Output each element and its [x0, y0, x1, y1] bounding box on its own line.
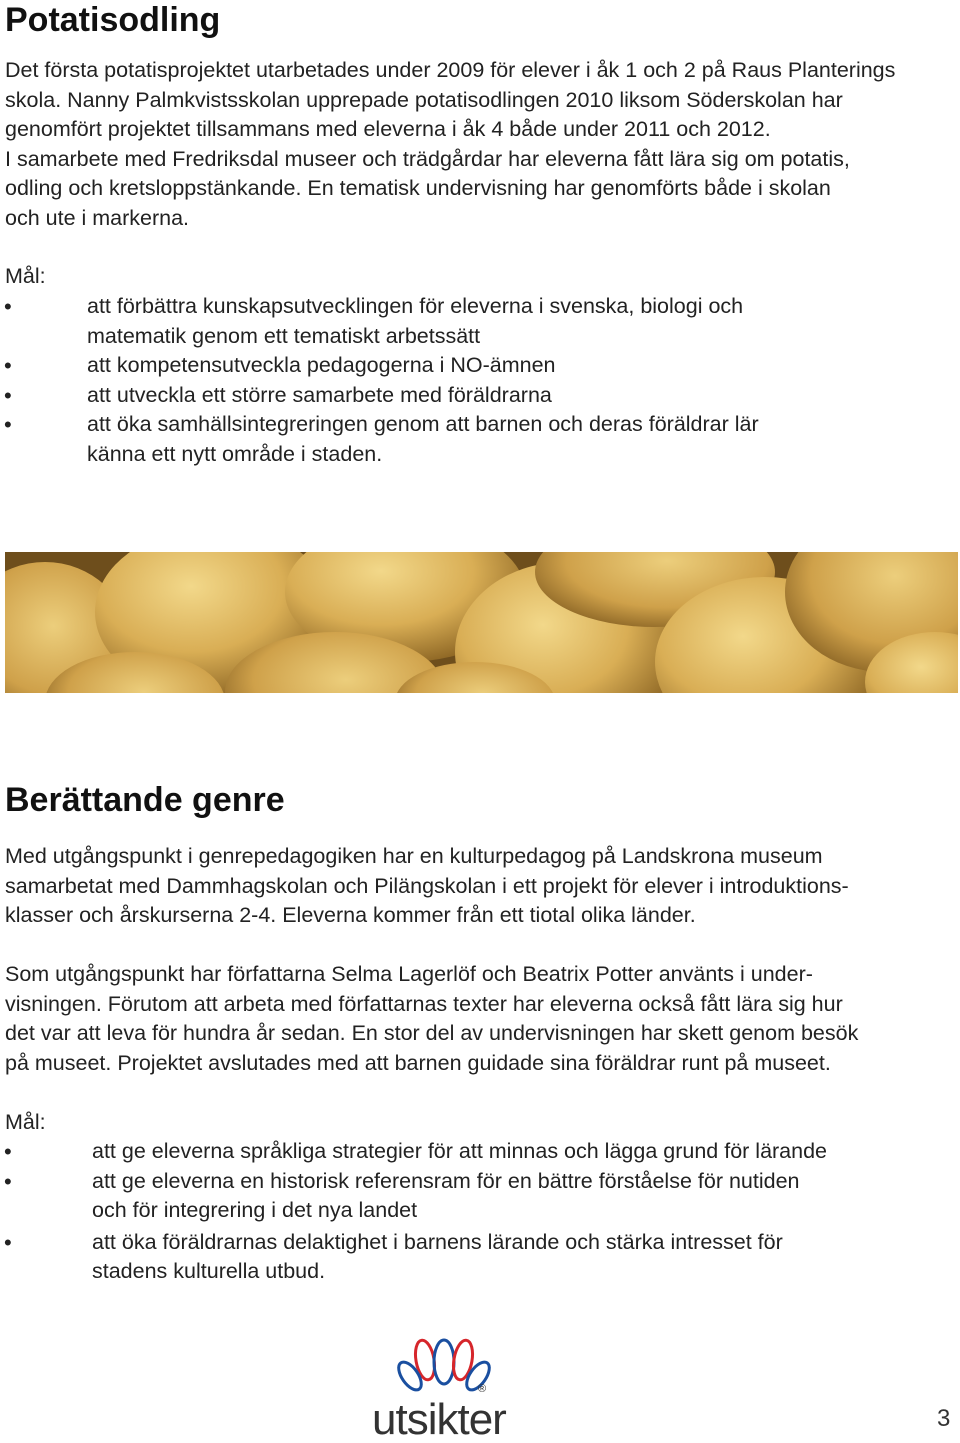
- bullet-icon: •: [4, 353, 12, 379]
- goal-item: [0, 381, 960, 411]
- bullet-icon: •: [4, 1229, 12, 1255]
- goals-label: Mål:: [5, 264, 46, 288]
- goal-item: [0, 292, 960, 351]
- bullet-icon: •: [4, 294, 12, 319]
- goal-text: att utveckla ett större samarbete med föräldrarna: [87, 382, 552, 407]
- potato-photo-illustration: [5, 552, 958, 693]
- registered-mark: ®: [478, 1383, 487, 1395]
- bullet-icon: •: [4, 412, 12, 438]
- goal-item: [0, 351, 960, 381]
- logo-text: utsikter: [372, 1395, 506, 1438]
- logo-mark-icon: [370, 1338, 590, 1438]
- section-title-potatisodling: Potatisodling: [5, 1, 221, 39]
- utsikter-logo: [370, 1338, 590, 1438]
- genre-paragraph-2: Som utgångspunkt har författarna Selma Lagerlöf och Beatrix Potter använts i under- visningen. Förutom att arbeta med författarnas texter har eleverna också fått lära sig hur det var att leva för hundra år sedan. En stor del av undervisningen har skett genom besök på museet. Projektet avslutades med att barnen guidade sina föräldrar runt på museet.: [5, 962, 859, 1075]
- goal-text: att kompetensutveckla pedagogerna i NO-ämnen: [87, 353, 556, 378]
- goal-text: att ge eleverna språkliga strategier för att minnas och lägga grund för lärande: [92, 1139, 828, 1163]
- genre-paragraph-1: Med utgångspunkt i genrepedagogiken har en kulturpedagog på Landskrona museum samarbetat med Dammhagskolan och Pilängskolan i ett projekt för elever i introduktions- klasser och årskurserna 2-4. Eleverna kommer från ett tiotal olika länder.: [5, 844, 849, 928]
- goal-item: [0, 410, 960, 469]
- goals-list: [0, 292, 960, 470]
- bullet-icon: •: [4, 1139, 12, 1164]
- goal-text: att öka föräldrarnas delaktighet i barnens lärande och stärka intresset för stadens kulturella utbud.: [92, 1229, 783, 1284]
- potato-photo: [5, 552, 958, 693]
- bullet-icon: •: [4, 382, 12, 408]
- goal-item: [0, 1228, 960, 1287]
- goals-list: [0, 1137, 960, 1287]
- goal-text: att öka samhällsintegreringen genom att barnen och deras föräldrar lär känna ett nytt område i staden.: [87, 412, 759, 466]
- goal-item: [0, 1167, 960, 1226]
- goal-text: att ge eleverna en historisk referensram för en bättre förståelse för nutiden och för integrering i det nya landet: [92, 1168, 800, 1223]
- page-number: 3: [937, 1405, 951, 1432]
- section-title-berattande-genre: Berättande genre: [5, 781, 285, 819]
- goals-label: Mål:: [5, 1110, 46, 1134]
- goal-text: att förbättra kunskapsutvecklingen för eleverna i svenska, biologi och matematik genom ett tematiskt arbetssätt: [87, 294, 744, 348]
- bullet-icon: •: [4, 1168, 12, 1194]
- goal-item: [0, 1137, 960, 1167]
- intro-paragraph: Det första potatisprojektet utarbetades under 2009 för elever i åk 1 och 2 på Raus Planterings skola. Nanny Palmkvistsskolan upprepade potatisodlingen 2010 liksom Söderskolan har genomfört projektet tillsammans med eleverna i åk 4 både under 2011 och 2012. I samarbete med Fredriksdal museer och trädgårdar har eleverna fått lära sig om potatis, odling och kretsloppstänkande. En tematisk undervisning har genomförts både i skolan och ute i markerna.: [5, 58, 896, 230]
